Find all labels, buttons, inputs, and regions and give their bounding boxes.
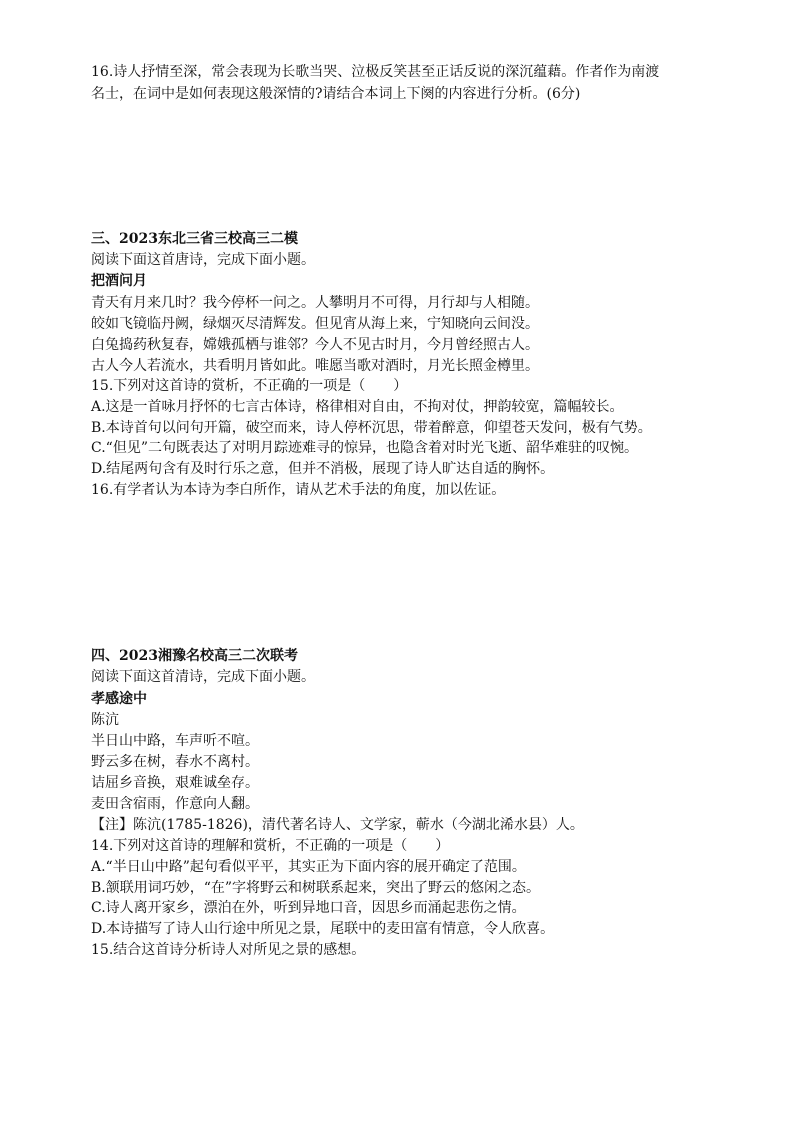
- poem-note: 【注】陈沆(1785-1826)，清代著名诗人、文学家，蕲水（今湖北浠水县）人。: [91, 817, 584, 833]
- poem-title-xiao-gan-tu-zhong: 孝感途中: [91, 691, 147, 707]
- question-15: 15.结合这首诗分析诗人对所见之景的感想。: [91, 942, 366, 958]
- option-a: A.“半日山中路”起句看似平平，其实正为下面内容的展开确定了范围。: [91, 859, 526, 875]
- option-d: D.结尾两句含有及时行乐之意，但并不消极，展现了诗人旷达自适的胸怀。: [91, 461, 555, 477]
- poem-title-ba-jiu-wen-yue: 把酒问月: [91, 273, 147, 289]
- question-15: 15.下列对这首诗的赏析，不正确的一项是（ ）: [91, 378, 408, 394]
- poem-line: 诘屈乡音换，艰难诚垒存。: [91, 775, 259, 791]
- section-3-instruction: 阅读下面这首唐诗，完成下面小题。: [91, 252, 315, 268]
- poem-line: 野云多在树，春水不离村。: [91, 754, 259, 770]
- question-14: 14.下列对这首诗的理解和赏析，不正确的一项是（ ）: [91, 838, 450, 854]
- poem-line: 皎如飞镜临丹阙，绿烟灭尽清辉发。但见宵从海上来，宁知晓向云间没。: [91, 316, 539, 332]
- poem-line: 古人今人若流水，共看明月皆如此。唯愿当歌对酒时，月光长照金樽里。: [91, 358, 539, 374]
- question-16: 16.有学者认为本诗为李白所作，请从艺术手法的角度，加以佐证。: [91, 482, 506, 498]
- poem-author: 陈沆: [91, 712, 119, 728]
- option-c: C.诗人离开家乡，漂泊在外，听到异地口音，因思乡而涌起悲伤之情。: [91, 900, 526, 916]
- option-d: D.本诗描写了诗人山行途中所见之景，尾联中的麦田富有情意，令人欣喜。: [91, 921, 555, 937]
- poem-line: 白兔捣药秋复春，嫦娥孤栖与谁邻？今人不见古时月，今月曾经照古人。: [91, 337, 539, 353]
- section-3-heading: 三、2023东北三省三校高三二模: [91, 231, 298, 247]
- poem-line: 麦田含宿雨，作意向人翻。: [91, 796, 259, 812]
- section-4-instruction: 阅读下面这首清诗，完成下面小题。: [91, 669, 315, 685]
- option-c: C.“但见”二句既表达了对明月踪迹难寻的惊异，也隐含着对时光飞逝、韶华难驻的叹惋。: [91, 440, 638, 456]
- poem-line: 青天有月来几时？我今停杯一问之。人攀明月不可得，月行却与人相随。: [91, 295, 539, 311]
- section-4-heading: 四、2023湘豫名校高三二次联考: [91, 648, 298, 664]
- question-16-line-1: 16.诗人抒情至深，常会表现为长歌当哭、泣极反笑甚至正话反说的深沉蕴藉。作者作为南渡: [91, 64, 660, 80]
- option-a: A.这是一首咏月抒怀的七言古体诗，格律相对自由，不拘对仗，押韵较宽，篇幅较长。: [91, 399, 624, 415]
- option-b: B.本诗首句以问句开篇，破空而来，诗人停杯沉思，带着醉意，仰望苍天发问，极有气势。: [91, 420, 652, 436]
- question-16-line-2: 名士，在词中是如何表现这般深情的?请结合本词上下阕的内容进行分析。(6分): [91, 86, 581, 102]
- option-b: B.颔联用词巧妙，“在”字将野云和树联系起来，突出了野云的悠闲之态。: [91, 880, 541, 896]
- poem-line: 半日山中路，车声听不喧。: [91, 733, 259, 749]
